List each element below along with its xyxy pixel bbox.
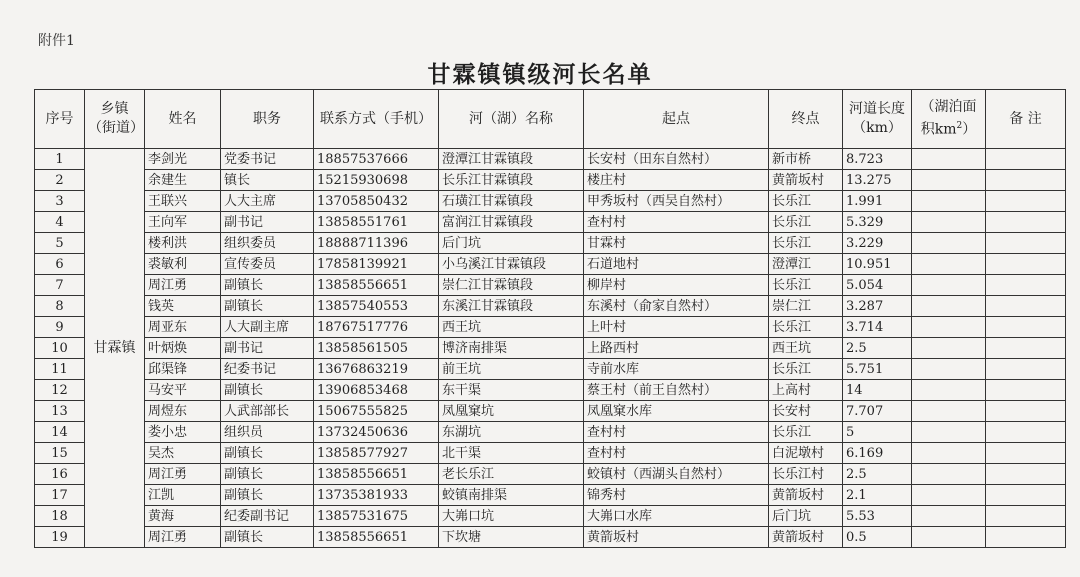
cell-end: 长乐江 bbox=[769, 422, 843, 443]
cell-seq: 14 bbox=[35, 422, 85, 443]
cell-phone: 15067555825 bbox=[314, 401, 439, 422]
cell-start: 甲秀坂村（西吴自然村） bbox=[584, 191, 769, 212]
cell-phone: 13858561505 bbox=[314, 338, 439, 359]
cell-phone: 13705850432 bbox=[314, 191, 439, 212]
cell-river: 崇仁江甘霖镇段 bbox=[439, 275, 584, 296]
cell-name: 周江勇 bbox=[145, 527, 221, 548]
cell-start: 蔡王村（前王自然村） bbox=[584, 380, 769, 401]
cell-river: 大岪口坑 bbox=[439, 506, 584, 527]
river-chief-table bbox=[34, 89, 1066, 548]
cell-phone: 18767517776 bbox=[314, 317, 439, 338]
cell-start: 长安村（田东自然村） bbox=[584, 149, 769, 170]
header-lake-area-tail: ） bbox=[962, 121, 977, 138]
cell-end: 长乐江村 bbox=[769, 464, 843, 485]
header-seq: 序号 bbox=[35, 90, 85, 149]
cell-river: 富润江甘霖镇段 bbox=[439, 212, 584, 233]
cell-river: 澄潭江甘霖镇段 bbox=[439, 149, 584, 170]
cell-remark bbox=[986, 212, 1066, 233]
cell-end: 黄箭坂村 bbox=[769, 527, 843, 548]
cell-seq: 3 bbox=[35, 191, 85, 212]
cell-phone: 13732450636 bbox=[314, 422, 439, 443]
cell-seq: 8 bbox=[35, 296, 85, 317]
cell-remark bbox=[986, 380, 1066, 401]
cell-lake-area bbox=[912, 254, 986, 275]
cell-length: 5 bbox=[843, 422, 912, 443]
cell-remark bbox=[986, 275, 1066, 296]
cell-position: 副镇长 bbox=[221, 275, 314, 296]
cell-position: 纪委书记 bbox=[221, 359, 314, 380]
cell-remark bbox=[986, 464, 1066, 485]
cell-remark bbox=[986, 170, 1066, 191]
cell-name: 邱渠锋 bbox=[145, 359, 221, 380]
cell-start: 上叶村 bbox=[584, 317, 769, 338]
cell-name: 李剑光 bbox=[145, 149, 221, 170]
cell-phone: 13857540553 bbox=[314, 296, 439, 317]
cell-start: 蛟镇村（西湖头自然村） bbox=[584, 464, 769, 485]
cell-lake-area bbox=[912, 485, 986, 506]
cell-name: 黄海 bbox=[145, 506, 221, 527]
cell-seq: 9 bbox=[35, 317, 85, 338]
cell-length: 5.751 bbox=[843, 359, 912, 380]
header-length: 河道长度（km） bbox=[843, 90, 912, 149]
cell-position: 人武部部长 bbox=[221, 401, 314, 422]
cell-name: 周亚东 bbox=[145, 317, 221, 338]
cell-remark bbox=[986, 422, 1066, 443]
cell-lake-area bbox=[912, 233, 986, 254]
cell-lake-area bbox=[912, 401, 986, 422]
header-start: 起点 bbox=[584, 90, 769, 149]
cell-end: 长乐江 bbox=[769, 275, 843, 296]
cell-river: 蛟镇南排渠 bbox=[439, 485, 584, 506]
cell-river: 东湖坑 bbox=[439, 422, 584, 443]
table-row bbox=[35, 254, 1066, 275]
cell-end: 黄箭坂村 bbox=[769, 485, 843, 506]
cell-lake-area bbox=[912, 506, 986, 527]
attachment-label: 附件1 bbox=[38, 33, 75, 49]
cell-remark bbox=[986, 233, 1066, 254]
table-row bbox=[35, 338, 1066, 359]
cell-lake-area bbox=[912, 317, 986, 338]
cell-river: 凤凰窠坑 bbox=[439, 401, 584, 422]
table-row bbox=[35, 485, 1066, 506]
cell-position: 组织委员 bbox=[221, 233, 314, 254]
cell-phone: 13906853468 bbox=[314, 380, 439, 401]
cell-start: 甘霖村 bbox=[584, 233, 769, 254]
cell-position: 副镇长 bbox=[221, 527, 314, 548]
cell-remark bbox=[986, 338, 1066, 359]
cell-start: 大岪口水库 bbox=[584, 506, 769, 527]
cell-end: 长安村 bbox=[769, 401, 843, 422]
cell-end: 澄潭江 bbox=[769, 254, 843, 275]
header-town: 乡镇（街道） bbox=[85, 90, 145, 149]
header-contact: 联系方式（手机） bbox=[314, 90, 439, 149]
cell-river: 后门坑 bbox=[439, 233, 584, 254]
cell-name: 叶炳焕 bbox=[145, 338, 221, 359]
cell-remark bbox=[986, 359, 1066, 380]
cell-remark bbox=[986, 527, 1066, 548]
cell-lake-area bbox=[912, 422, 986, 443]
cell-length: 3.714 bbox=[843, 317, 912, 338]
cell-end: 白泥墩村 bbox=[769, 443, 843, 464]
cell-start: 查村村 bbox=[584, 212, 769, 233]
cell-name: 王向军 bbox=[145, 212, 221, 233]
cell-lake-area bbox=[912, 380, 986, 401]
cell-end: 崇仁江 bbox=[769, 296, 843, 317]
header-river: 河（湖）名称 bbox=[439, 90, 584, 149]
cell-remark bbox=[986, 296, 1066, 317]
cell-seq: 17 bbox=[35, 485, 85, 506]
cell-name: 周江勇 bbox=[145, 275, 221, 296]
cell-lake-area bbox=[912, 212, 986, 233]
cell-name: 王联兴 bbox=[145, 191, 221, 212]
cell-phone: 13857531675 bbox=[314, 506, 439, 527]
cell-start: 上路西村 bbox=[584, 338, 769, 359]
cell-position: 宣传委员 bbox=[221, 254, 314, 275]
table-row bbox=[35, 443, 1066, 464]
cell-seq: 15 bbox=[35, 443, 85, 464]
cell-position: 纪委副书记 bbox=[221, 506, 314, 527]
table-row bbox=[35, 170, 1066, 191]
cell-start: 柳岸村 bbox=[584, 275, 769, 296]
cell-length: 13.275 bbox=[843, 170, 912, 191]
cell-position: 人大主席 bbox=[221, 191, 314, 212]
cell-remark bbox=[986, 191, 1066, 212]
table-row bbox=[35, 149, 1066, 170]
cell-length: 3.287 bbox=[843, 296, 912, 317]
cell-phone: 13735381933 bbox=[314, 485, 439, 506]
cell-length: 1.991 bbox=[843, 191, 912, 212]
cell-phone: 15215930698 bbox=[314, 170, 439, 191]
cell-phone: 13858556651 bbox=[314, 464, 439, 485]
cell-position: 副书记 bbox=[221, 338, 314, 359]
cell-remark bbox=[986, 401, 1066, 422]
cell-name: 马安平 bbox=[145, 380, 221, 401]
cell-seq: 7 bbox=[35, 275, 85, 296]
cell-phone: 17858139921 bbox=[314, 254, 439, 275]
cell-end: 后门坑 bbox=[769, 506, 843, 527]
cell-river: 西王坑 bbox=[439, 317, 584, 338]
cell-name: 周煜东 bbox=[145, 401, 221, 422]
cell-seq: 13 bbox=[35, 401, 85, 422]
cell-end: 长乐江 bbox=[769, 317, 843, 338]
table-row bbox=[35, 464, 1066, 485]
header-remark: 备 注 bbox=[986, 90, 1066, 149]
table-row bbox=[35, 233, 1066, 254]
cell-length: 3.229 bbox=[843, 233, 912, 254]
cell-position: 人大副主席 bbox=[221, 317, 314, 338]
cell-river: 东溪江甘霖镇段 bbox=[439, 296, 584, 317]
cell-start: 锦秀村 bbox=[584, 485, 769, 506]
cell-phone: 18857537666 bbox=[314, 149, 439, 170]
cell-lake-area bbox=[912, 464, 986, 485]
cell-name: 周江勇 bbox=[145, 464, 221, 485]
table-row bbox=[35, 212, 1066, 233]
cell-phone: 18888711396 bbox=[314, 233, 439, 254]
cell-end: 上高村 bbox=[769, 380, 843, 401]
cell-length: 8.723 bbox=[843, 149, 912, 170]
cell-phone: 13858556651 bbox=[314, 275, 439, 296]
cell-seq: 10 bbox=[35, 338, 85, 359]
table-row bbox=[35, 527, 1066, 548]
cell-end: 长乐江 bbox=[769, 359, 843, 380]
cell-name: 吴杰 bbox=[145, 443, 221, 464]
cell-remark bbox=[986, 149, 1066, 170]
cell-lake-area bbox=[912, 443, 986, 464]
cell-end: 西王坑 bbox=[769, 338, 843, 359]
cell-length: 6.169 bbox=[843, 443, 912, 464]
cell-town: 甘霖镇 bbox=[85, 149, 145, 548]
cell-end: 长乐江 bbox=[769, 212, 843, 233]
cell-start: 查村村 bbox=[584, 422, 769, 443]
table-row bbox=[35, 317, 1066, 338]
cell-lake-area bbox=[912, 527, 986, 548]
cell-start: 寺前水库 bbox=[584, 359, 769, 380]
document-title: 甘霖镇镇级河长名单 bbox=[427, 61, 653, 88]
cell-length: 7.707 bbox=[843, 401, 912, 422]
cell-lake-area bbox=[912, 191, 986, 212]
cell-start: 东溪村（俞家自然村） bbox=[584, 296, 769, 317]
cell-end: 长乐江 bbox=[769, 233, 843, 254]
cell-name: 钱英 bbox=[145, 296, 221, 317]
cell-phone: 13858556651 bbox=[314, 527, 439, 548]
cell-position: 党委书记 bbox=[221, 149, 314, 170]
cell-seq: 12 bbox=[35, 380, 85, 401]
cell-seq: 6 bbox=[35, 254, 85, 275]
header-lake-area bbox=[912, 90, 986, 149]
cell-name: 江凯 bbox=[145, 485, 221, 506]
cell-position: 副镇长 bbox=[221, 296, 314, 317]
table-row bbox=[35, 506, 1066, 527]
cell-river: 东干渠 bbox=[439, 380, 584, 401]
cell-start: 楼庄村 bbox=[584, 170, 769, 191]
cell-lake-area bbox=[912, 338, 986, 359]
cell-start: 凤凰窠水库 bbox=[584, 401, 769, 422]
cell-position: 副镇长 bbox=[221, 485, 314, 506]
cell-position: 镇长 bbox=[221, 170, 314, 191]
cell-length: 2.5 bbox=[843, 464, 912, 485]
cell-length: 0.5 bbox=[843, 527, 912, 548]
cell-river: 老长乐江 bbox=[439, 464, 584, 485]
cell-river: 下坎塘 bbox=[439, 527, 584, 548]
table-row bbox=[35, 296, 1066, 317]
cell-lake-area bbox=[912, 275, 986, 296]
cell-remark bbox=[986, 443, 1066, 464]
cell-remark bbox=[986, 317, 1066, 338]
cell-seq: 16 bbox=[35, 464, 85, 485]
cell-end: 长乐江 bbox=[769, 191, 843, 212]
cell-river: 石璜江甘霖镇段 bbox=[439, 191, 584, 212]
cell-seq: 19 bbox=[35, 527, 85, 548]
cell-phone: 13858551761 bbox=[314, 212, 439, 233]
header-position: 职务 bbox=[221, 90, 314, 149]
header-lake-area-sup: 2 bbox=[956, 121, 963, 132]
table-row bbox=[35, 422, 1066, 443]
cell-name: 娄小忠 bbox=[145, 422, 221, 443]
table-row bbox=[35, 191, 1066, 212]
cell-start: 石道地村 bbox=[584, 254, 769, 275]
table-row bbox=[35, 359, 1066, 380]
cell-seq: 1 bbox=[35, 149, 85, 170]
header-end: 终点 bbox=[769, 90, 843, 149]
cell-river: 北干渠 bbox=[439, 443, 584, 464]
cell-position: 副书记 bbox=[221, 212, 314, 233]
cell-end: 新市桥 bbox=[769, 149, 843, 170]
cell-river: 小乌溪江甘霖镇段 bbox=[439, 254, 584, 275]
cell-river: 长乐江甘霖镇段 bbox=[439, 170, 584, 191]
cell-lake-area bbox=[912, 359, 986, 380]
table-row bbox=[35, 275, 1066, 296]
table-row bbox=[35, 401, 1066, 422]
cell-position: 副镇长 bbox=[221, 443, 314, 464]
cell-name: 裘敏利 bbox=[145, 254, 221, 275]
cell-remark bbox=[986, 485, 1066, 506]
cell-position: 副镇长 bbox=[221, 464, 314, 485]
cell-position: 组织员 bbox=[221, 422, 314, 443]
cell-seq: 18 bbox=[35, 506, 85, 527]
cell-seq: 2 bbox=[35, 170, 85, 191]
cell-river: 博济南排渠 bbox=[439, 338, 584, 359]
cell-start: 查村村 bbox=[584, 443, 769, 464]
cell-start: 黄箭坂村 bbox=[584, 527, 769, 548]
cell-phone: 13858577927 bbox=[314, 443, 439, 464]
cell-remark bbox=[986, 254, 1066, 275]
cell-length: 5.329 bbox=[843, 212, 912, 233]
cell-lake-area bbox=[912, 170, 986, 191]
cell-length: 5.53 bbox=[843, 506, 912, 527]
cell-length: 5.054 bbox=[843, 275, 912, 296]
cell-length: 2.5 bbox=[843, 338, 912, 359]
cell-river: 前王坑 bbox=[439, 359, 584, 380]
header-name: 姓名 bbox=[145, 90, 221, 149]
table-row bbox=[35, 380, 1066, 401]
cell-name: 楼利洪 bbox=[145, 233, 221, 254]
cell-seq: 4 bbox=[35, 212, 85, 233]
cell-seq: 11 bbox=[35, 359, 85, 380]
table-header-row bbox=[35, 90, 1066, 149]
cell-length: 14 bbox=[843, 380, 912, 401]
cell-name: 余建生 bbox=[145, 170, 221, 191]
cell-lake-area bbox=[912, 149, 986, 170]
cell-phone: 13676863219 bbox=[314, 359, 439, 380]
cell-position: 副镇长 bbox=[221, 380, 314, 401]
cell-length: 10.951 bbox=[843, 254, 912, 275]
cell-seq: 5 bbox=[35, 233, 85, 254]
cell-length: 2.1 bbox=[843, 485, 912, 506]
cell-end: 黄箭坂村 bbox=[769, 170, 843, 191]
header-lake-area-main: （湖泊面积km bbox=[920, 99, 977, 138]
cell-lake-area bbox=[912, 296, 986, 317]
cell-remark bbox=[986, 506, 1066, 527]
